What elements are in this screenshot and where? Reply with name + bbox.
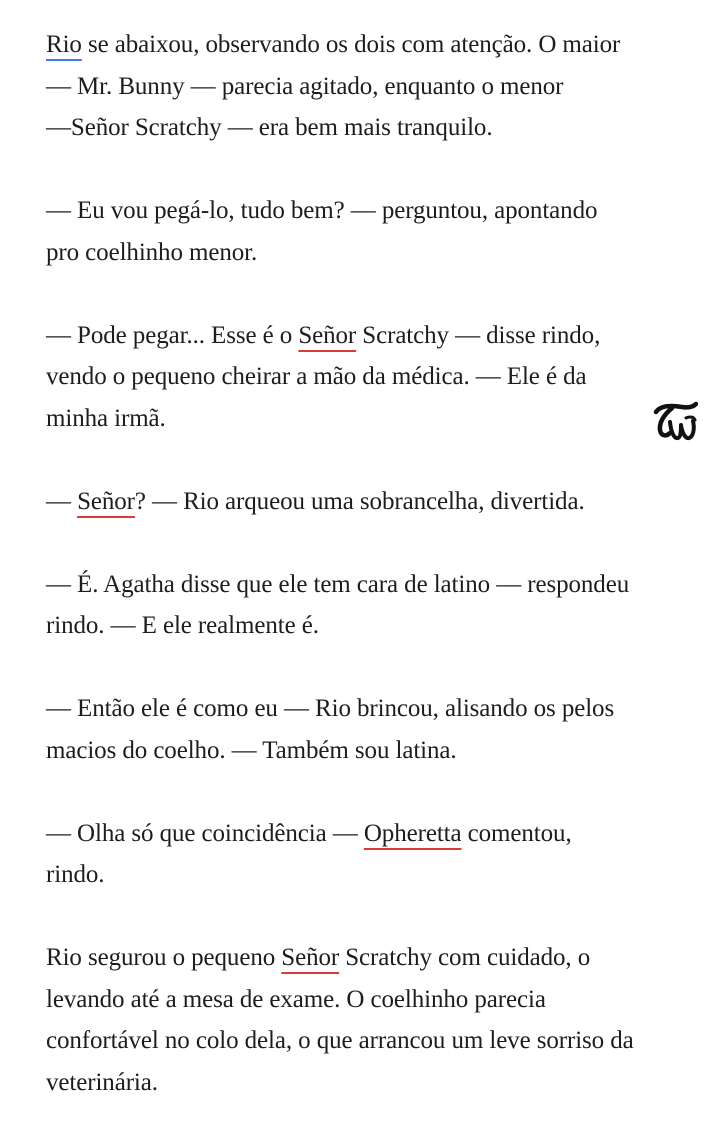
spellcheck-word-opheretta[interactable]: Opheretta (363, 819, 462, 847)
paragraph-3-post: Scratchy — disse rindo, vendo o pequeno cheirar a mão da médica. — Ele é da minha irmã. (46, 321, 601, 432)
paragraph-3-pre: — Pode pegar... Esse é o (46, 321, 299, 349)
paragraph-3 (46, 315, 676, 440)
story-body (46, 24, 676, 1103)
paragraph-5: — É. Agatha disse que ele tem cara de latino — respondeu rindo. — E ele realmente é. (46, 570, 630, 639)
paragraph-8-pre: Rio segurou o pequeno (46, 944, 282, 971)
paragraph-4-post: ? — Rio arqueou uma sobrancelha, divertida. (134, 487, 585, 515)
paragraph-8 (46, 937, 676, 1103)
paragraph-7-post: comentou, rindo. (46, 819, 572, 888)
name-rio-highlight[interactable]: Rio (46, 31, 82, 58)
spellcheck-word-senor[interactable]: Señor (281, 944, 340, 971)
spellcheck-word-senor[interactable]: Señor (298, 321, 357, 349)
paragraph-1 (46, 24, 676, 149)
twice-logo-icon (652, 400, 698, 444)
paragraph-7-pre: — Olha só que coincidência — (46, 819, 364, 847)
paragraph-4-pre: — (46, 487, 78, 515)
paragraph-8-post: Scratchy com cuidado, o levando até a mesa de exame. O coelhinho parecia confortável no colo dela, o que arrancou um leve sorriso da veterinária. (46, 944, 634, 1096)
paragraph-4 (46, 481, 676, 523)
paragraph-6: — Então ele é como eu — Rio brincou, alisando os pelos macios do coelho. — Também sou latina. (46, 695, 615, 764)
paragraph-1-text: se abaixou, observando os dois com atenção. O maior — Mr. Bunny — parecia agitado, enquanto o menor —Señor Scratchy — era bem mais tranquilo. (46, 31, 621, 141)
spellcheck-word-senor[interactable]: Señor (77, 487, 135, 515)
paragraph-7 (46, 813, 676, 896)
paragraph-2: — Eu vou pegá-lo, tudo bem? — perguntou, apontando pro coelhinho menor. (46, 197, 598, 266)
